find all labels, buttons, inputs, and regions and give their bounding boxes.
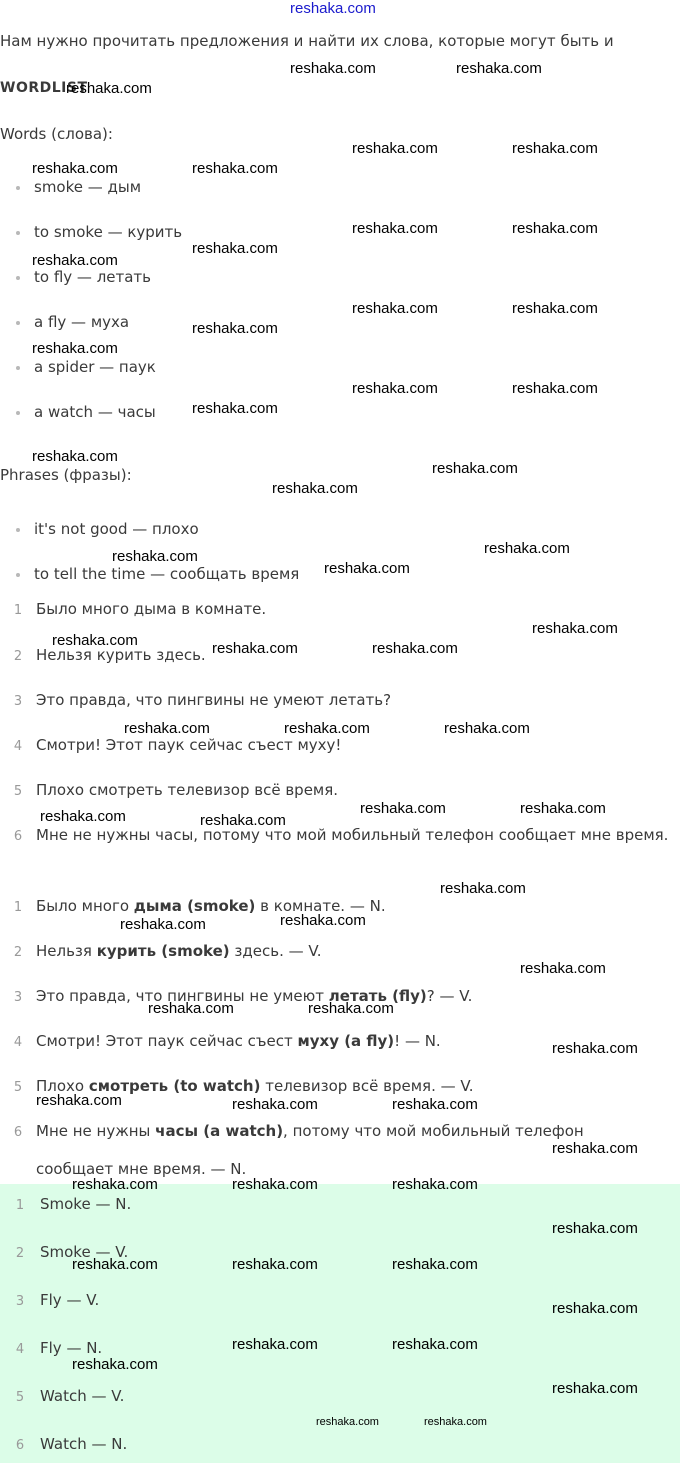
watermark: reshaka.com [72,1176,158,1193]
list-item: to tell the time — сообщать время [16,565,299,587]
watermark: reshaka.com [520,960,606,977]
wordlist-label: WORDLIST [0,80,88,96]
watermark: reshaka.com [148,1000,234,1017]
watermark: reshaka.com [352,220,438,237]
watermark: reshaka.com [512,380,598,397]
watermark: reshaka.com [512,140,598,157]
list-item: 6 Watch — N. [15,1435,128,1453]
watermark: reshaka.com [272,480,358,497]
site-watermark-top: reshaka.com [290,0,376,17]
watermark: reshaka.com [456,60,542,77]
watermark: reshaka.com [308,1000,394,1017]
watermark: reshaka.com [552,1220,638,1237]
watermark: reshaka.com [52,632,138,649]
watermark: reshaka.com [40,808,126,825]
watermark: reshaka.com [66,80,152,97]
watermark: reshaka.com [324,560,410,577]
watermark: reshaka.com [192,400,278,417]
watermark: reshaka.com [290,60,376,77]
watermark: reshaka.com [32,160,118,177]
watermark: reshaka.com [512,300,598,317]
list-item: 5 Плохо смотреть (to watch) телевизор всё время. — V. [13,1077,474,1095]
list-item: 5 Watch — V. [15,1387,125,1405]
watermark: reshaka.com [520,800,606,817]
watermark: reshaka.com [432,460,518,477]
watermark: reshaka.com [552,1040,638,1057]
list-item: 1 Было много дыма (smoke) в комнате. — N. [13,897,386,915]
list-item: 3 Это правда, что пингвины не умеют летать? [13,691,392,709]
watermark: reshaka.com [392,1096,478,1113]
intro-text: Нам нужно прочитать предложения и найти их слова, которые могут быть и [0,32,614,50]
list-item: 6 Мне не нужны часы, потому что мой мобильный телефон сообщает мне время. [13,826,669,844]
watermark: reshaka.com [352,380,438,397]
list-item: 4 Fly — N. [15,1339,103,1357]
watermark: reshaka.com [552,1380,638,1397]
watermark: reshaka.com [192,320,278,337]
watermark: reshaka.com [232,1336,318,1353]
watermark: reshaka.com [192,240,278,257]
watermark: reshaka.com [512,220,598,237]
phrases-title: Phrases (фразы): [0,466,132,484]
list-item: 1 Было много дыма в комнате. [13,600,267,618]
watermark: reshaka.com [212,640,298,657]
list-item: it's not good — плохо [16,520,199,542]
watermark: reshaka.com [392,1336,478,1353]
watermark: reshaka.com [444,720,530,737]
list-item: 4 Смотри! Этот паук сейчас съест муху (a fly)! — N. [13,1032,441,1050]
watermark: reshaka.com [440,880,526,897]
list-item: 2 Smoke — V. [15,1243,129,1261]
watermark: reshaka.com [32,448,118,465]
watermark: reshaka.com [552,1300,638,1317]
watermark: reshaka.com [36,1092,122,1109]
watermark: reshaka.com [232,1256,318,1273]
words-title: Words (слова): [0,125,113,143]
watermark: reshaka.com [72,1256,158,1273]
list-item: to smoke — курить [16,223,182,245]
watermark: reshaka.com [192,160,278,177]
watermark: reshaka.com [124,720,210,737]
list-item: a fly — муха [16,313,129,335]
watermark: reshaka.com [232,1096,318,1113]
list-item: smoke — дым [16,178,141,200]
list-item: 3 Fly — V. [15,1291,100,1309]
list-item: to fly — летать [16,268,151,290]
watermark: reshaka.com [352,300,438,317]
list-item: 3 Это правда, что пингвины не умеют летать (fly)? — V. [13,987,473,1005]
list-item: 4 Смотри! Этот паук сейчас съест муху! [13,736,342,754]
watermark: reshaka.com [32,340,118,357]
watermark: reshaka.com [316,1416,379,1428]
watermark: reshaka.com [392,1176,478,1193]
watermark: reshaka.com [232,1176,318,1193]
watermark: reshaka.com [284,720,370,737]
watermark: reshaka.com [72,1356,158,1373]
watermark: reshaka.com [552,1140,638,1157]
list-item: 6 Мне не нужны часы (a watch), потому что мой мобильный телефон сообщает мне время. — N. [13,1122,584,1178]
watermark: reshaka.com [392,1256,478,1273]
watermark: reshaka.com [200,812,286,829]
watermark: reshaka.com [484,540,570,557]
watermark: reshaka.com [532,620,618,637]
list-item: a spider — паук [16,358,156,380]
list-item: a watch — часы [16,403,156,425]
watermark: reshaka.com [360,800,446,817]
watermark: reshaka.com [32,252,118,269]
watermark: reshaka.com [352,140,438,157]
list-item: 1 Smoke — N. [15,1195,132,1213]
list-item: 2 Нельзя курить здесь. [13,646,206,664]
watermark: reshaka.com [112,548,198,565]
watermark: reshaka.com [280,912,366,929]
watermark: reshaka.com [120,916,206,933]
list-item: 2 Нельзя курить (smoke) здесь. — V. [13,942,322,960]
watermark: reshaka.com [424,1416,487,1428]
watermark: reshaka.com [372,640,458,657]
list-item: 5 Плохо смотреть телевизор всё время. [13,781,339,799]
